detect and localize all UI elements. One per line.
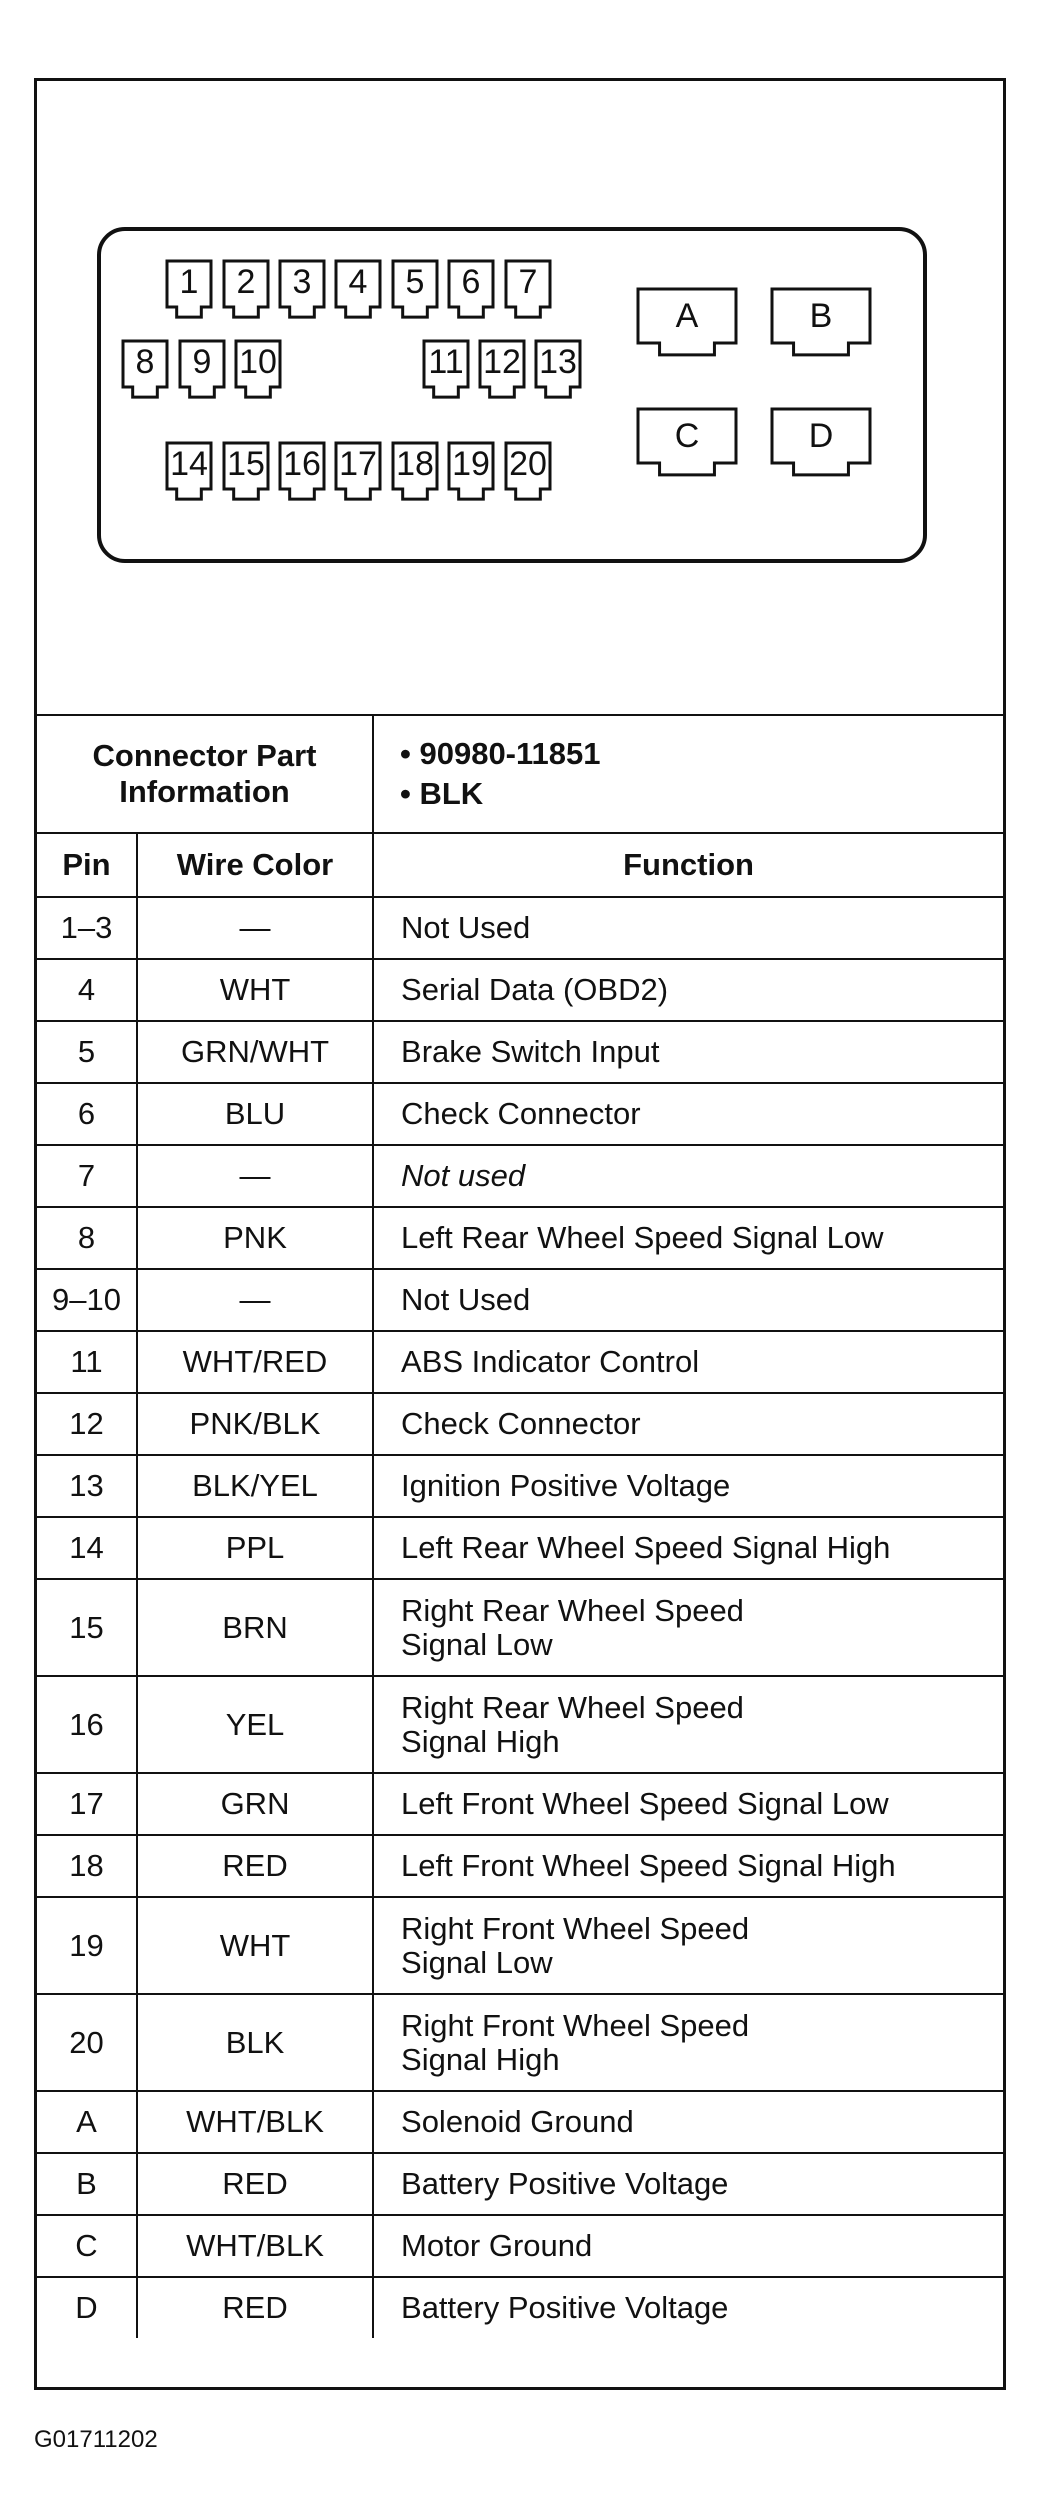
table-row [37, 959, 1003, 1021]
function-cell [373, 1517, 1003, 1579]
pin-cavity-20 [506, 443, 550, 499]
function-cell [373, 1083, 1003, 1145]
pin-label-7: 7 [518, 263, 538, 302]
table-row [37, 2277, 1003, 2338]
pin-label-D: D [808, 416, 834, 455]
function-cell [373, 897, 1003, 959]
function-text: Right Front Wheel Speed [401, 2007, 750, 2043]
function-text: Serial Data (OBD2) [401, 972, 669, 1007]
wire-color-cell: BLU [137, 1083, 373, 1145]
function-text: Check Connector [401, 1406, 641, 1441]
pin-cavity-9 [180, 341, 224, 397]
pin-label-4: 4 [348, 263, 368, 302]
wire-color-cell: — [137, 1269, 373, 1331]
function-cell [373, 2153, 1003, 2215]
wire-color-cell: BRN [137, 1579, 373, 1676]
function-cell [373, 959, 1003, 1021]
pin-label-16: 16 [283, 445, 321, 484]
pin-cell: 17 [37, 1773, 137, 1835]
function-text: Left Front Wheel Speed Signal High [401, 1848, 896, 1883]
function-text: ABS Indicator Control [401, 1344, 700, 1379]
pin-cavity-4 [336, 261, 380, 317]
table-row [37, 1994, 1003, 2091]
connector-part-number: • 90980-11851 [400, 736, 601, 771]
wire-color-cell: WHT [137, 1897, 373, 1994]
pin-cavity-B [772, 289, 870, 355]
connector-part-label-line1: Connector Part [92, 738, 317, 773]
pin-label-18: 18 [396, 445, 434, 484]
table-row [37, 1455, 1003, 1517]
function-text: Right Front Wheel Speed [401, 1910, 750, 1946]
function-cell [373, 1579, 1003, 1676]
connector-part-label [37, 716, 373, 833]
function-text: Right Rear Wheel Speed [401, 1689, 744, 1725]
function-cell [373, 1773, 1003, 1835]
pin-label-1: 1 [179, 263, 199, 302]
table-row [37, 1517, 1003, 1579]
function-text: Left Rear Wheel Speed Signal Low [401, 1220, 884, 1255]
pin-label-B: B [809, 296, 833, 335]
pin-label-A: A [675, 296, 699, 335]
function-text: Left Rear Wheel Speed Signal High [401, 1530, 891, 1565]
pin-cavity-7 [506, 261, 550, 317]
pin-cell: D [37, 2277, 137, 2338]
table-row [37, 1897, 1003, 1994]
pin-cell: 1–3 [37, 897, 137, 959]
pin-cell: 11 [37, 1331, 137, 1393]
pin-label-13: 13 [539, 343, 577, 382]
wire-color-column-header: Wire Color [137, 833, 373, 897]
pin-cavity-19 [449, 443, 493, 499]
pin-cell: 14 [37, 1517, 137, 1579]
function-cell [373, 2277, 1003, 2338]
wire-color-cell: RED [137, 2153, 373, 2215]
pin-cell: 12 [37, 1393, 137, 1455]
table-row [37, 1835, 1003, 1897]
wire-color-cell: WHT [137, 959, 373, 1021]
pin-label-5: 5 [405, 263, 425, 302]
function-text: Brake Switch Input [401, 1034, 660, 1069]
pin-label-2: 2 [236, 263, 256, 302]
pin-cell: 8 [37, 1207, 137, 1269]
function-text: Motor Ground [401, 2228, 593, 2263]
connector-part-color: • BLK [400, 776, 484, 811]
connector-face-svg [37, 81, 1003, 714]
pin-cavity-1 [167, 261, 211, 317]
pin-cell: 6 [37, 1083, 137, 1145]
table-row [37, 1331, 1003, 1393]
pin-label-19: 19 [452, 445, 490, 484]
function-text: Not Used [401, 1282, 531, 1317]
function-cell [373, 1835, 1003, 1897]
pin-label-14: 14 [170, 445, 208, 484]
pin-cell: 15 [37, 1579, 137, 1676]
pin-cavity-5 [393, 261, 437, 317]
pin-cell: 16 [37, 1676, 137, 1773]
wire-color-cell: BLK/YEL [137, 1455, 373, 1517]
pin-label-15: 15 [227, 445, 265, 484]
pin-label-20: 20 [509, 445, 547, 484]
pinout-table [37, 716, 1003, 2338]
pin-label-3: 3 [292, 263, 312, 302]
pin-cell: 9–10 [37, 1269, 137, 1331]
wire-color-cell: PPL [137, 1517, 373, 1579]
function-cell [373, 1269, 1003, 1331]
function-cell [373, 1994, 1003, 2091]
function-text: Solenoid Ground [401, 2104, 634, 2139]
pin-cell: 20 [37, 1994, 137, 2091]
function-cell [373, 1331, 1003, 1393]
wire-color-cell: — [137, 897, 373, 959]
function-cell [373, 1676, 1003, 1773]
pin-label-6: 6 [461, 263, 481, 302]
table-row [37, 2091, 1003, 2153]
function-text: Ignition Positive Voltage [401, 1468, 731, 1503]
connector-figure-frame [34, 78, 1006, 2390]
pin-cell: 7 [37, 1145, 137, 1207]
table-row [37, 1676, 1003, 1773]
pin-column-header: Pin [37, 833, 137, 897]
pin-cavity-18 [393, 443, 437, 499]
wire-color-cell: PNK [137, 1207, 373, 1269]
table-row [37, 1145, 1003, 1207]
pin-cavity-15 [224, 443, 268, 499]
pin-label-C: C [674, 416, 700, 455]
table-row [37, 1021, 1003, 1083]
pin-cell: B [37, 2153, 137, 2215]
pin-cell: C [37, 2215, 137, 2277]
function-cell [373, 1145, 1003, 1207]
pin-cell: 19 [37, 1897, 137, 1994]
connector-part-values [373, 716, 1003, 833]
wire-color-cell: PNK/BLK [137, 1393, 373, 1455]
table-row [37, 2153, 1003, 2215]
table-row [37, 1269, 1003, 1331]
connector-part-row [37, 716, 1003, 833]
table-header-row [37, 833, 1003, 897]
function-text: Battery Positive Voltage [401, 2166, 729, 2201]
function-cell [373, 1207, 1003, 1269]
table-row [37, 1773, 1003, 1835]
pin-cell: 13 [37, 1455, 137, 1517]
pin-label-10: 10 [239, 343, 277, 382]
figure-id: G01711202 [34, 2426, 158, 2453]
pin-label-12: 12 [483, 343, 521, 382]
function-text-line2: Signal High [401, 2041, 560, 2077]
pin-cell: 4 [37, 959, 137, 1021]
pin-cell: 18 [37, 1835, 137, 1897]
function-column-header: Function [373, 833, 1003, 897]
function-cell [373, 1393, 1003, 1455]
pin-label-8: 8 [135, 343, 155, 382]
pin-label-17: 17 [339, 445, 377, 484]
table-row [37, 1579, 1003, 1676]
function-cell [373, 2215, 1003, 2277]
function-cell [373, 2091, 1003, 2153]
connector-pins-group [123, 261, 870, 499]
wire-color-cell: WHT/BLK [137, 2091, 373, 2153]
table-row [37, 2215, 1003, 2277]
pin-cell: A [37, 2091, 137, 2153]
function-text: Left Front Wheel Speed Signal Low [401, 1786, 889, 1821]
pin-cavity-13 [536, 341, 580, 397]
function-text: Not used [401, 1158, 526, 1193]
pin-cavity-12 [480, 341, 524, 397]
pin-cavity-A [638, 289, 736, 355]
table-row [37, 1207, 1003, 1269]
pin-cavity-17 [336, 443, 380, 499]
pin-cavity-16 [280, 443, 324, 499]
function-text: Not Used [401, 910, 531, 945]
pin-cavity-6 [449, 261, 493, 317]
pin-label-11: 11 [428, 343, 464, 382]
pin-cavity-8 [123, 341, 167, 397]
wire-color-cell: WHT/RED [137, 1331, 373, 1393]
pin-cavity-C [638, 409, 736, 475]
function-text: Check Connector [401, 1096, 641, 1131]
pin-cavity-3 [280, 261, 324, 317]
wire-color-cell: — [137, 1145, 373, 1207]
function-text: Right Rear Wheel Speed [401, 1592, 744, 1628]
connector-face-diagram [37, 81, 1003, 716]
function-cell [373, 1455, 1003, 1517]
pin-label-9: 9 [192, 343, 212, 382]
function-text: Battery Positive Voltage [401, 2290, 729, 2325]
wire-color-cell: WHT/BLK [137, 2215, 373, 2277]
pin-cavity-10 [236, 341, 280, 397]
wire-color-cell: GRN [137, 1773, 373, 1835]
function-text-line2: Signal High [401, 1723, 560, 1759]
table-row [37, 1083, 1003, 1145]
wire-color-cell: RED [137, 2277, 373, 2338]
pin-cavity-D [772, 409, 870, 475]
function-cell [373, 1021, 1003, 1083]
function-text-line2: Signal Low [401, 1626, 553, 1662]
function-text-line2: Signal Low [401, 1944, 553, 1980]
function-cell [373, 1897, 1003, 1994]
pin-cavity-11 [424, 341, 468, 397]
wire-color-cell: YEL [137, 1676, 373, 1773]
pin-cell: 5 [37, 1021, 137, 1083]
wire-color-cell: BLK [137, 1994, 373, 2091]
pin-cavity-2 [224, 261, 268, 317]
wire-color-cell: GRN/WHT [137, 1021, 373, 1083]
table-row [37, 1393, 1003, 1455]
connector-part-label-line2: Information [119, 774, 290, 809]
wire-color-cell: RED [137, 1835, 373, 1897]
table-row [37, 897, 1003, 959]
pin-cavity-14 [167, 443, 211, 499]
